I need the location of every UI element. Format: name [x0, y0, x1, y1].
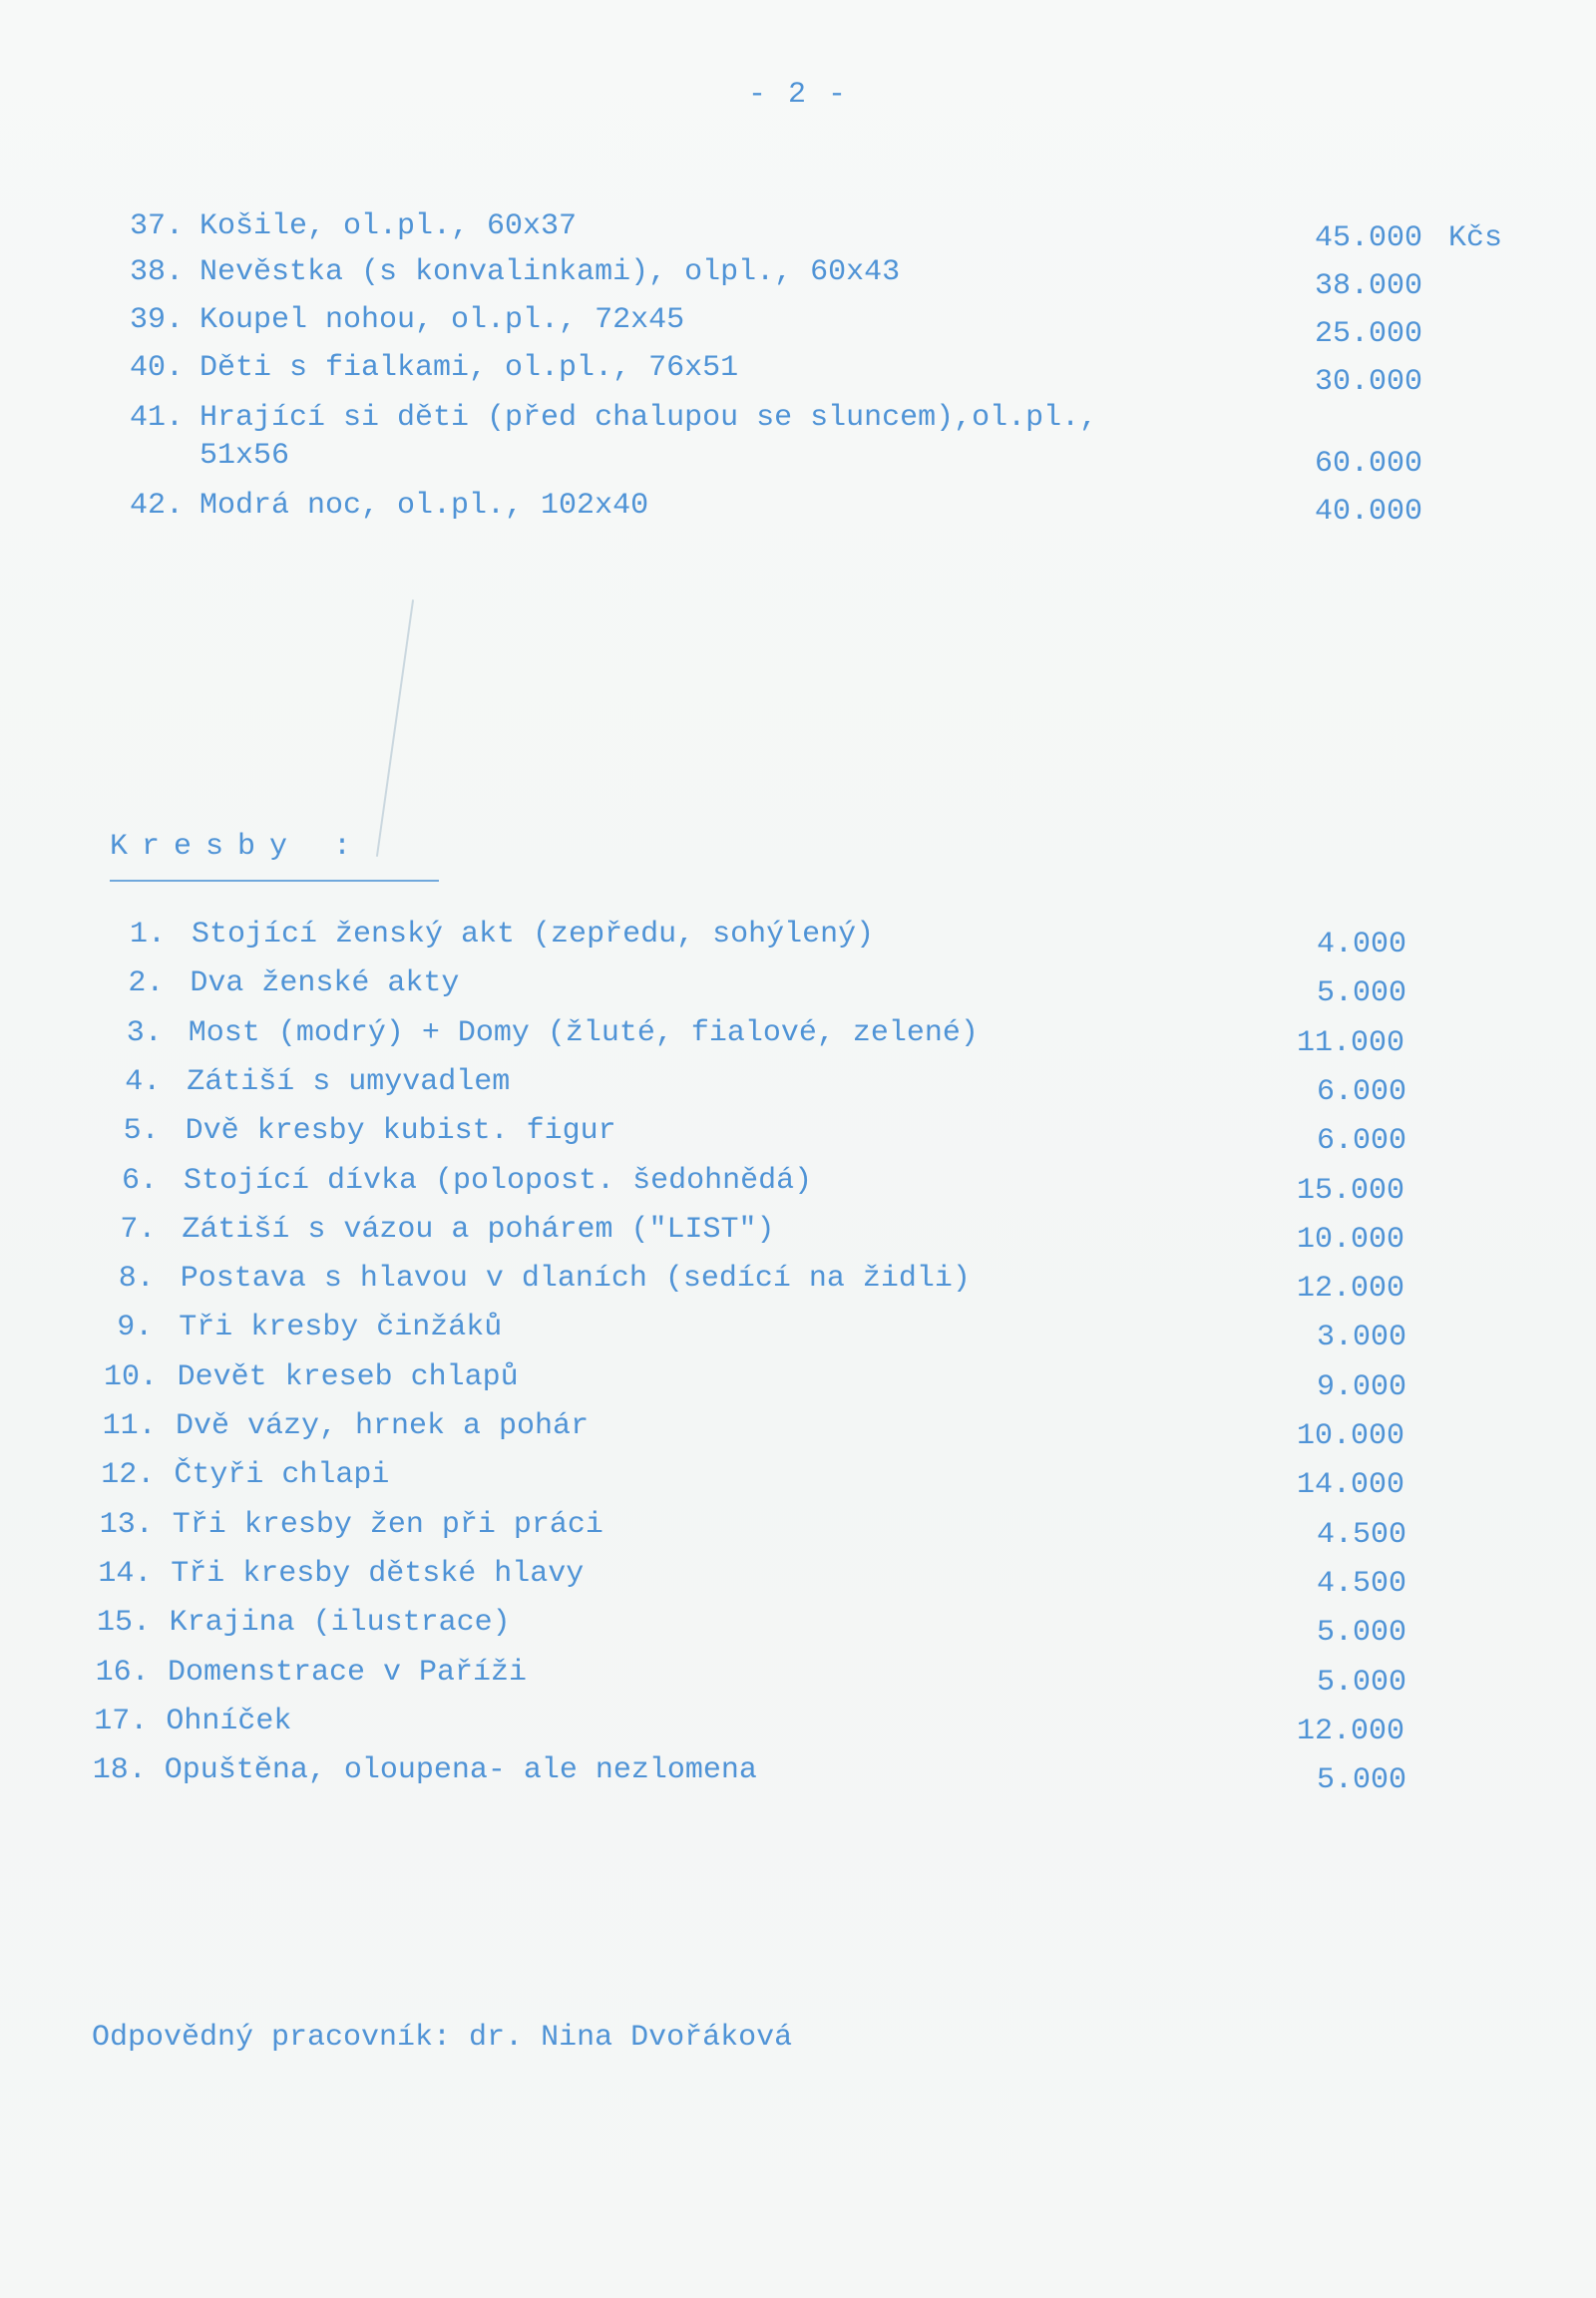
item-description: Hrající si děti (před chalupou se sluncem),ol.pl.,	[200, 401, 1098, 435]
item-price: 6.000	[1317, 1124, 1407, 1159]
item-price: 9.000	[1317, 1369, 1407, 1404]
item-description: Tři kresby činžáků	[179, 1311, 503, 1345]
item-price: 5.000	[1317, 1616, 1407, 1651]
item-price: 25.000	[1315, 317, 1423, 351]
item-number: 37.	[130, 209, 185, 243]
item-description: Most (modrý) + Domy (žluté, fialové, zelené)	[188, 1015, 979, 1050]
item-description: Zátiší s umyvadlem	[187, 1064, 511, 1099]
item-number: 9.	[117, 1311, 154, 1345]
fold-line	[376, 599, 414, 857]
item-number: 42.	[130, 489, 185, 523]
item-price: 15.000	[1297, 1173, 1405, 1208]
item-description: Dva ženské akty	[190, 966, 460, 1001]
item-number: 12.	[101, 1458, 156, 1493]
item-description: Ohníček	[166, 1704, 292, 1738]
item-number: 8.	[118, 1262, 155, 1297]
item-price: 12.000	[1297, 1272, 1405, 1307]
item-price: 6.000	[1317, 1074, 1407, 1109]
item-description: Zátiší s vázou a pohárem ("LIST")	[182, 1212, 775, 1247]
item-description: Tři kresby dětské hlavy	[171, 1556, 585, 1591]
currency-label: Kčs	[1448, 221, 1503, 255]
item-number: 38.	[130, 255, 185, 289]
responsible-person: Odpovědný pracovník: dr. Nina Dvořáková	[92, 2021, 793, 2055]
item-description: Devět kreseb chlapů	[177, 1359, 519, 1394]
item-price: 4.500	[1317, 1566, 1407, 1601]
item-number: 3.	[126, 1015, 163, 1050]
item-description: Nevěstka (s konvalinkami), olpl., 60x43	[200, 255, 901, 289]
item-number: 16.	[95, 1655, 150, 1690]
item-price: 40.000	[1315, 495, 1423, 529]
item-number: 15.	[97, 1606, 152, 1641]
item-description: Dvě kresby kubist. figur	[185, 1114, 616, 1149]
item-price: 14.000	[1297, 1468, 1405, 1503]
item-number: 11.	[102, 1409, 157, 1443]
item-description: Stojící ženský akt (zepředu, sohýlený)	[192, 918, 875, 952]
item-price: 60.000	[1315, 447, 1423, 481]
item-number: 6.	[122, 1163, 159, 1198]
item-number: 13.	[99, 1507, 154, 1542]
item-price: 3.000	[1317, 1321, 1407, 1355]
item-price: 10.000	[1297, 1419, 1405, 1453]
item-price: 30.000	[1315, 365, 1423, 399]
item-description: Stojící dívka (polopost. šedohnědá)	[184, 1163, 813, 1198]
drawings-heading: Kresby :	[110, 830, 366, 864]
item-number: 41.	[130, 401, 185, 435]
item-description: Opuštěna, oloupena- ale nezlomena	[164, 1753, 757, 1788]
item-number: 18.	[92, 1753, 147, 1788]
item-number: 17.	[94, 1704, 149, 1738]
item-description: Domenstrace v Paříži	[168, 1655, 528, 1690]
item-description: Čtyři chlapi	[174, 1458, 390, 1493]
item-description: Krajina (ilustrace)	[169, 1606, 511, 1641]
item-price: 5.000	[1317, 1665, 1407, 1700]
item-price: 38.000	[1315, 269, 1423, 303]
item-description: Dvě vázy, hrnek a pohár	[176, 1409, 590, 1443]
item-number: 14.	[98, 1556, 153, 1591]
item-number: 1.	[130, 918, 167, 952]
item-price: 4.500	[1317, 1517, 1407, 1552]
item-dimensions: 51x56	[200, 439, 290, 473]
item-description: Tři kresby žen při práci	[172, 1507, 603, 1542]
item-number: 2.	[128, 966, 165, 1001]
heading-underline	[110, 880, 439, 882]
item-number: 40.	[130, 351, 185, 385]
item-description: Postava s hlavou v dlaních (sedící na židli)	[180, 1262, 971, 1297]
item-number: 5.	[123, 1114, 160, 1149]
item-price: 11.000	[1297, 1025, 1405, 1060]
item-number: 39.	[130, 303, 185, 337]
item-description: Děti s fialkami, ol.pl., 76x51	[200, 351, 739, 385]
item-number: 4.	[125, 1064, 162, 1099]
item-number: 7.	[120, 1212, 157, 1247]
item-price: 45.000	[1315, 221, 1423, 255]
item-number: 10.	[104, 1359, 159, 1394]
item-price: 12.000	[1297, 1714, 1405, 1748]
page-number: - 2 -	[747, 78, 848, 112]
item-price: 5.000	[1317, 1763, 1407, 1798]
item-description: Modrá noc, ol.pl., 102x40	[200, 489, 649, 523]
item-price: 4.000	[1317, 928, 1407, 961]
item-price: 10.000	[1297, 1222, 1405, 1257]
item-description: Koupel nohou, ol.pl., 72x45	[200, 303, 685, 337]
item-price: 5.000	[1317, 976, 1407, 1011]
item-description: Košile, ol.pl., 60x37	[200, 209, 578, 243]
